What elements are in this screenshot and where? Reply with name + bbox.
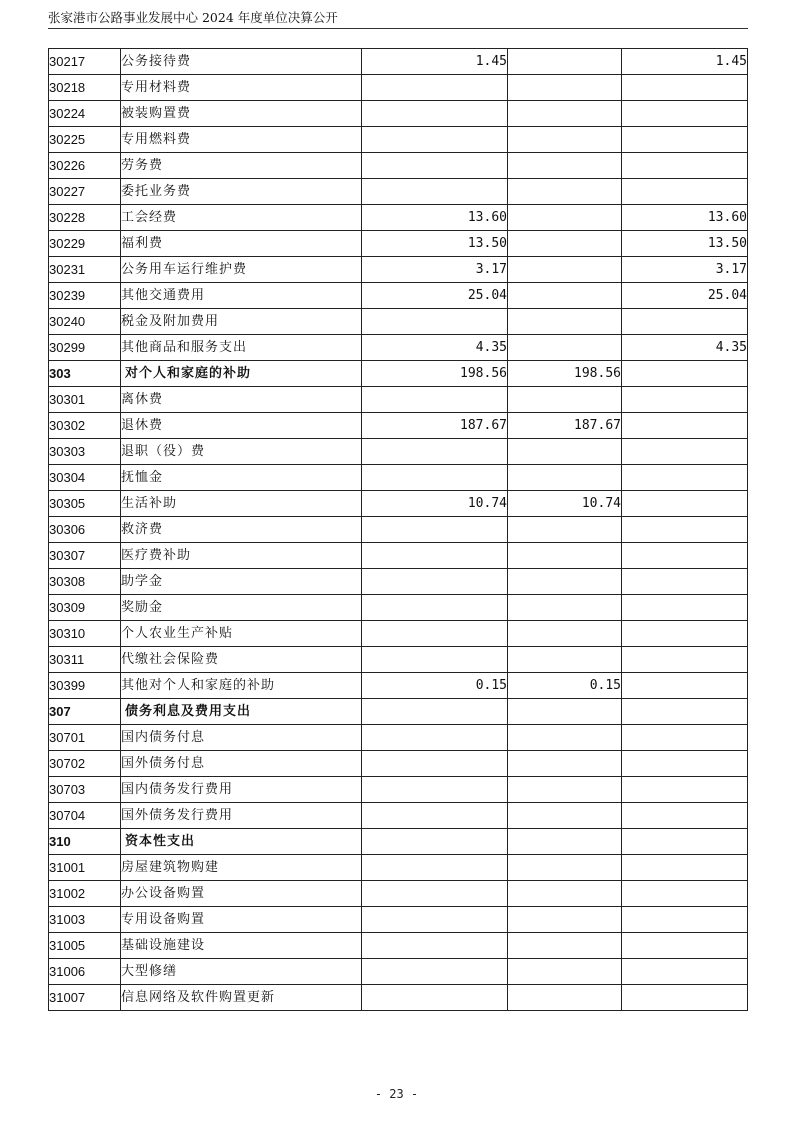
economic-code-cell: 30299 [49, 335, 121, 361]
table-row [49, 959, 748, 985]
table-row [49, 543, 748, 569]
basic-expenditure-cell [508, 569, 622, 595]
total-amount-cell: 187.67 [362, 413, 508, 439]
project-expenditure-cell [622, 75, 748, 101]
economic-code-cell: 30305 [49, 491, 121, 517]
item-name-cell: 工会经费 [121, 205, 362, 231]
project-expenditure-cell: 4.35 [622, 335, 748, 361]
table-row [49, 569, 748, 595]
item-name-cell: 福利费 [121, 231, 362, 257]
total-amount-cell [362, 387, 508, 413]
table-row [49, 985, 748, 1011]
total-amount-cell: 25.04 [362, 283, 508, 309]
economic-code-cell: 30227 [49, 179, 121, 205]
project-expenditure-cell [622, 699, 748, 725]
total-amount-cell [362, 465, 508, 491]
item-name-cell: 代缴社会保险费 [121, 647, 362, 673]
total-amount-cell [362, 101, 508, 127]
basic-expenditure-cell [508, 127, 622, 153]
economic-code-cell: 30704 [49, 803, 121, 829]
basic-expenditure-cell [508, 907, 622, 933]
project-expenditure-cell [622, 127, 748, 153]
item-name-cell: 税金及附加费用 [121, 309, 362, 335]
total-amount-cell: 0.15 [362, 673, 508, 699]
category-row [49, 699, 748, 725]
economic-code-cell: 30229 [49, 231, 121, 257]
project-expenditure-cell [622, 101, 748, 127]
economic-code-cell: 31005 [49, 933, 121, 959]
total-amount-cell [362, 647, 508, 673]
table-row [49, 777, 748, 803]
table-body [49, 49, 748, 1011]
total-amount-cell [362, 725, 508, 751]
economic-code-cell: 30309 [49, 595, 121, 621]
item-name-cell: 专用燃料费 [121, 127, 362, 153]
basic-expenditure-cell: 198.56 [508, 361, 622, 387]
document-header [48, 8, 748, 28]
economic-code-cell: 30228 [49, 205, 121, 231]
category-row [49, 361, 748, 387]
project-expenditure-cell [622, 673, 748, 699]
basic-expenditure-cell [508, 179, 622, 205]
economic-code-cell: 30225 [49, 127, 121, 153]
table-row [49, 153, 748, 179]
economic-code-cell: 31001 [49, 855, 121, 881]
basic-expenditure-cell [508, 621, 622, 647]
total-amount-cell [362, 75, 508, 101]
item-name-cell: 公务接待费 [121, 49, 362, 75]
basic-expenditure-cell [508, 465, 622, 491]
table-row [49, 335, 748, 361]
item-name-cell: 退职（役）费 [121, 439, 362, 465]
item-name-cell: 劳务费 [121, 153, 362, 179]
total-amount-cell [362, 959, 508, 985]
project-expenditure-cell: 1.45 [622, 49, 748, 75]
document-title: 张家港市公路事业发展中心 2024 年度单位决算公开 [48, 10, 338, 25]
item-name-cell: 其他商品和服务支出 [121, 335, 362, 361]
project-expenditure-cell [622, 439, 748, 465]
basic-expenditure-cell [508, 803, 622, 829]
table-row [49, 75, 748, 101]
total-amount-cell [362, 179, 508, 205]
basic-expenditure-cell [508, 517, 622, 543]
project-expenditure-cell [622, 907, 748, 933]
table-row [49, 387, 748, 413]
project-expenditure-cell: 25.04 [622, 283, 748, 309]
total-amount-cell [362, 751, 508, 777]
table-row [49, 595, 748, 621]
table-row [49, 673, 748, 699]
total-amount-cell: 13.60 [362, 205, 508, 231]
total-amount-cell [362, 517, 508, 543]
header-divider [48, 28, 748, 29]
total-amount-cell: 1.45 [362, 49, 508, 75]
item-name-cell: 国外债务发行费用 [121, 803, 362, 829]
item-name-cell: 国外债务付息 [121, 751, 362, 777]
total-amount-cell [362, 621, 508, 647]
basic-expenditure-cell: 187.67 [508, 413, 622, 439]
basic-expenditure-cell [508, 257, 622, 283]
total-amount-cell [362, 569, 508, 595]
category-row [49, 829, 748, 855]
table-row [49, 309, 748, 335]
economic-code-cell: 30311 [49, 647, 121, 673]
project-expenditure-cell [622, 803, 748, 829]
total-amount-cell: 10.74 [362, 491, 508, 517]
table-row [49, 179, 748, 205]
project-expenditure-cell [622, 179, 748, 205]
economic-code-cell: 31006 [49, 959, 121, 985]
total-amount-cell [362, 803, 508, 829]
basic-expenditure-cell [508, 881, 622, 907]
item-name-cell: 债务利息及费用支出 [121, 699, 362, 725]
table-row [49, 439, 748, 465]
economic-code-cell: 30302 [49, 413, 121, 439]
project-expenditure-cell [622, 777, 748, 803]
table-row [49, 127, 748, 153]
item-name-cell: 其他对个人和家庭的补助 [121, 673, 362, 699]
economic-code-cell: 30224 [49, 101, 121, 127]
basic-expenditure-cell [508, 751, 622, 777]
total-amount-cell [362, 127, 508, 153]
economic-code-cell: 307 [49, 699, 121, 725]
total-amount-cell [362, 543, 508, 569]
total-amount-cell [362, 933, 508, 959]
project-expenditure-cell [622, 933, 748, 959]
project-expenditure-cell [622, 569, 748, 595]
project-expenditure-cell [622, 751, 748, 777]
page-number: - 23 - [374, 1087, 419, 1101]
project-expenditure-cell [622, 361, 748, 387]
basic-expenditure-cell [508, 647, 622, 673]
total-amount-cell: 13.50 [362, 231, 508, 257]
item-name-cell: 医疗费补助 [121, 543, 362, 569]
project-expenditure-cell [622, 595, 748, 621]
basic-expenditure-cell [508, 387, 622, 413]
basic-expenditure-cell: 10.74 [508, 491, 622, 517]
project-expenditure-cell [622, 985, 748, 1011]
item-name-cell: 房屋建筑物购建 [121, 855, 362, 881]
total-amount-cell [362, 699, 508, 725]
item-name-cell: 委托业务费 [121, 179, 362, 205]
table-row [49, 517, 748, 543]
basic-expenditure-cell [508, 985, 622, 1011]
basic-expenditure-cell [508, 959, 622, 985]
item-name-cell: 资本性支出 [121, 829, 362, 855]
item-name-cell: 助学金 [121, 569, 362, 595]
table-row [49, 933, 748, 959]
total-amount-cell [362, 777, 508, 803]
basic-expenditure-cell [508, 309, 622, 335]
economic-code-cell: 30308 [49, 569, 121, 595]
project-expenditure-cell [622, 543, 748, 569]
table-row [49, 621, 748, 647]
project-expenditure-cell: 3.17 [622, 257, 748, 283]
economic-code-cell: 31002 [49, 881, 121, 907]
economic-code-cell: 30399 [49, 673, 121, 699]
basic-expenditure-cell [508, 335, 622, 361]
economic-code-cell: 30240 [49, 309, 121, 335]
item-name-cell: 大型修缮 [121, 959, 362, 985]
table-row [49, 725, 748, 751]
economic-code-cell: 30310 [49, 621, 121, 647]
table-row [49, 283, 748, 309]
economic-code-cell: 31007 [49, 985, 121, 1011]
item-name-cell: 专用设备购置 [121, 907, 362, 933]
economic-code-cell: 30306 [49, 517, 121, 543]
item-name-cell: 公务用车运行维护费 [121, 257, 362, 283]
project-expenditure-cell [622, 153, 748, 179]
economic-code-cell: 310 [49, 829, 121, 855]
table-row [49, 907, 748, 933]
item-name-cell: 离休费 [121, 387, 362, 413]
basic-expenditure-cell [508, 153, 622, 179]
total-amount-cell [362, 595, 508, 621]
item-name-cell: 其他交通费用 [121, 283, 362, 309]
item-name-cell: 抚恤金 [121, 465, 362, 491]
table-row [49, 803, 748, 829]
table-row [49, 751, 748, 777]
total-amount-cell [362, 439, 508, 465]
item-name-cell: 个人农业生产补贴 [121, 621, 362, 647]
item-name-cell: 办公设备购置 [121, 881, 362, 907]
total-amount-cell: 4.35 [362, 335, 508, 361]
project-expenditure-cell [622, 491, 748, 517]
economic-code-cell: 30218 [49, 75, 121, 101]
table-row [49, 257, 748, 283]
item-name-cell: 奖励金 [121, 595, 362, 621]
basic-expenditure-cell [508, 75, 622, 101]
economic-code-cell: 31003 [49, 907, 121, 933]
economic-code-cell: 30226 [49, 153, 121, 179]
basic-expenditure-cell [508, 595, 622, 621]
total-amount-cell [362, 985, 508, 1011]
project-expenditure-cell [622, 413, 748, 439]
item-name-cell: 对个人和家庭的补助 [121, 361, 362, 387]
total-amount-cell [362, 907, 508, 933]
table-row [49, 855, 748, 881]
basic-expenditure-cell [508, 49, 622, 75]
item-name-cell: 信息网络及软件购置更新 [121, 985, 362, 1011]
basic-expenditure-cell [508, 829, 622, 855]
item-name-cell: 基础设施建设 [121, 933, 362, 959]
economic-code-cell: 30307 [49, 543, 121, 569]
basic-expenditure-cell [508, 933, 622, 959]
table-row [49, 647, 748, 673]
project-expenditure-cell [622, 387, 748, 413]
project-expenditure-cell [622, 621, 748, 647]
basic-expenditure-cell [508, 725, 622, 751]
project-expenditure-cell [622, 829, 748, 855]
project-expenditure-cell [622, 959, 748, 985]
item-name-cell: 国内债务付息 [121, 725, 362, 751]
item-name-cell: 专用材料费 [121, 75, 362, 101]
total-amount-cell: 198.56 [362, 361, 508, 387]
economic-code-cell: 30301 [49, 387, 121, 413]
basic-expenditure-cell [508, 283, 622, 309]
economic-code-cell: 303 [49, 361, 121, 387]
project-expenditure-cell [622, 881, 748, 907]
project-expenditure-cell [622, 855, 748, 881]
item-name-cell: 国内债务发行费用 [121, 777, 362, 803]
economic-code-cell: 30703 [49, 777, 121, 803]
item-name-cell: 被装购置费 [121, 101, 362, 127]
economic-code-cell: 30231 [49, 257, 121, 283]
item-name-cell: 救济费 [121, 517, 362, 543]
total-amount-cell [362, 153, 508, 179]
project-expenditure-cell [622, 309, 748, 335]
basic-expenditure-cell [508, 101, 622, 127]
table-row [49, 881, 748, 907]
basic-expenditure-cell [508, 855, 622, 881]
economic-code-cell: 30239 [49, 283, 121, 309]
basic-expenditure-cell [508, 439, 622, 465]
project-expenditure-cell [622, 465, 748, 491]
project-expenditure-cell [622, 725, 748, 751]
basic-expenditure-cell [508, 777, 622, 803]
economic-code-cell: 30217 [49, 49, 121, 75]
total-amount-cell: 3.17 [362, 257, 508, 283]
expenditure-table [48, 48, 748, 1011]
basic-expenditure-cell [508, 205, 622, 231]
project-expenditure-cell [622, 517, 748, 543]
table-row [49, 49, 748, 75]
basic-expenditure-cell [508, 543, 622, 569]
economic-code-cell: 30303 [49, 439, 121, 465]
project-expenditure-cell [622, 647, 748, 673]
table-row [49, 205, 748, 231]
project-expenditure-cell: 13.50 [622, 231, 748, 257]
table-row [49, 491, 748, 517]
economic-code-cell: 30304 [49, 465, 121, 491]
basic-expenditure-cell [508, 699, 622, 725]
total-amount-cell [362, 855, 508, 881]
total-amount-cell [362, 309, 508, 335]
table-row [49, 413, 748, 439]
basic-expenditure-cell: 0.15 [508, 673, 622, 699]
item-name-cell: 生活补助 [121, 491, 362, 517]
economic-code-cell: 30702 [49, 751, 121, 777]
total-amount-cell [362, 881, 508, 907]
table-row [49, 101, 748, 127]
project-expenditure-cell: 13.60 [622, 205, 748, 231]
table-row [49, 465, 748, 491]
economic-code-cell: 30701 [49, 725, 121, 751]
basic-expenditure-cell [508, 231, 622, 257]
item-name-cell: 退休费 [121, 413, 362, 439]
total-amount-cell [362, 829, 508, 855]
table-row [49, 231, 748, 257]
